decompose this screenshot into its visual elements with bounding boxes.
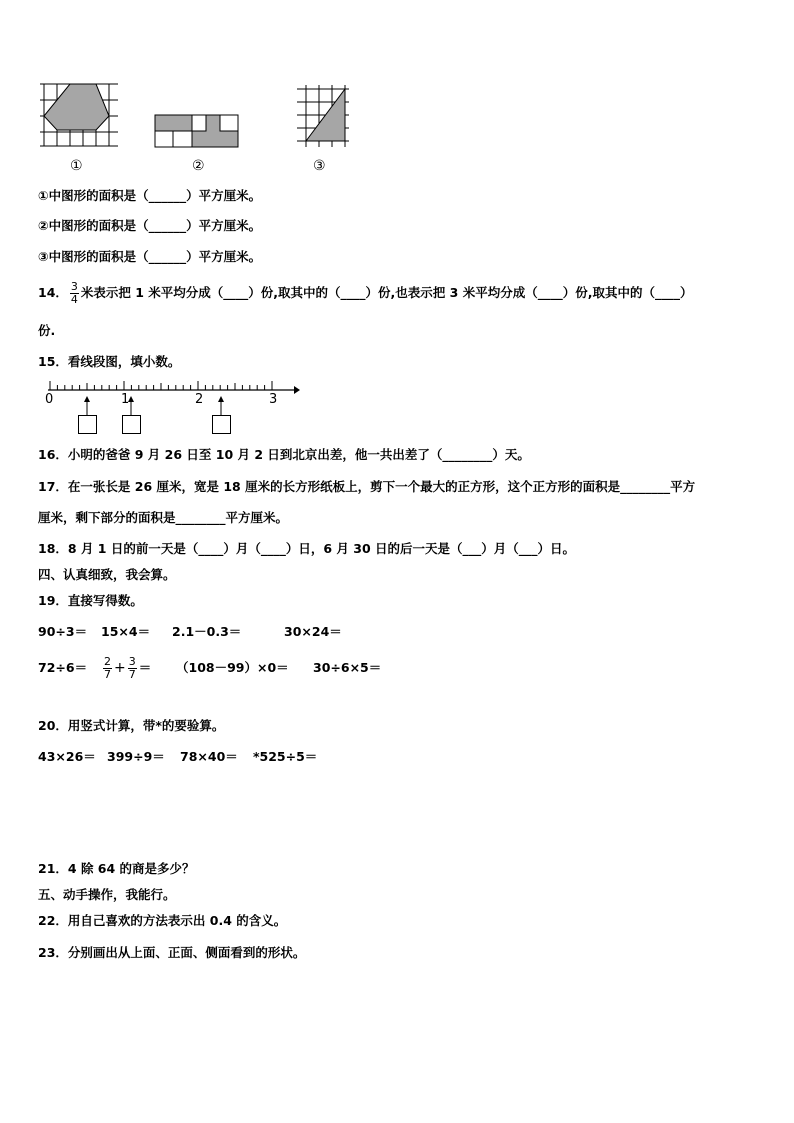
answer-box-1[interactable] — [78, 415, 97, 434]
tick-label-1: 1 — [121, 392, 130, 407]
tick-label-0: 0 — [45, 392, 54, 407]
q17-line-1: 17．在一张长是 26 厘米，宽是 18 厘米的长方形纸板上，剪下一个最大的正方形，这个正方形的面积是________平方 — [38, 479, 696, 494]
q14-tail: 份. — [38, 323, 56, 338]
q19-frac-1-den: 7 — [104, 668, 111, 681]
figure-3-grid — [297, 85, 351, 149]
q22-text: 22．用自己喜欢的方法表示出 0.4 的含义。 — [38, 913, 287, 928]
hexagon-shape — [44, 84, 109, 130]
q19-item: 30÷6×5＝ — [313, 660, 382, 675]
q20-item: 78×40＝ — [180, 749, 238, 764]
equals-sign: ＝ — [138, 660, 152, 675]
q23-text: 23．分别画出从上面、正面、侧面看到的形状。 — [38, 945, 306, 960]
figure-1-grid — [40, 84, 120, 148]
tick-label-3: 3 — [269, 392, 278, 407]
q14-fraction — [70, 281, 79, 306]
answer-box-2[interactable] — [122, 415, 141, 434]
q19-frac-2-den: 7 — [128, 668, 136, 681]
q13-line-2: ②中图形的面积是（______）平方厘米。 — [38, 218, 262, 233]
q20-item: 43×26＝ — [38, 749, 96, 764]
q21-text: 21．4 除 64 的商是多少？ — [38, 861, 195, 876]
answer-box-3[interactable] — [212, 415, 231, 434]
q14-number: 14． — [38, 285, 68, 300]
tick-label-2: 2 — [195, 392, 204, 407]
q14-frac-den: 4 — [70, 293, 78, 306]
figure-3-label: ③ — [313, 158, 326, 174]
q19-item: 90÷3＝ — [38, 624, 88, 639]
section-4-heading: 四、认真细致，我会算。 — [38, 567, 176, 582]
q19-item: 2.1－0.3＝ — [172, 624, 242, 639]
q19-item: （108－99）×0＝ — [176, 660, 289, 675]
q19-item: 15×4＝ — [101, 624, 151, 639]
q19-frac-2-num: 3 — [128, 655, 136, 668]
q14-frac-num: 3 — [70, 280, 78, 293]
q13-line-1: ①中图形的面积是（______）平方厘米。 — [38, 188, 262, 203]
q16-text: 16．小明的爸爸 9 月 26 日至 10 月 2 日到北京出差，他一共出差了（________）天。 — [38, 447, 530, 462]
q15-title: 15．看线段图，填小数。 — [38, 354, 181, 369]
q19-frac-2 — [128, 656, 137, 681]
q19-fraction-sum — [101, 652, 151, 684]
q19-title: 19．直接写得数。 — [38, 593, 143, 608]
q19-item: 30×24＝ — [284, 624, 342, 639]
q19-item: 72÷6＝ — [38, 660, 88, 675]
q18-text: 18．8 月 1 日的前一天是（____）月（____）日，6 月 30 日的后一天是（___）月（___）日。 — [38, 541, 575, 556]
q19-frac-1-num: 2 — [104, 655, 111, 668]
q20-item: 399÷9＝ — [107, 749, 165, 764]
q14-line — [38, 279, 692, 307]
q14-text: 米表示把 1 米平均分成（____）份,取其中的（____）份,也表示把 3 米平均分成（____）份,取其中的（____） — [80, 285, 693, 300]
stepped-shape — [155, 115, 238, 147]
figure-2-grid — [155, 115, 240, 149]
plus-sign: + — [114, 660, 126, 676]
q19-frac-1 — [103, 656, 112, 681]
q20-title: 20．用竖式计算，带*的要验算。 — [38, 718, 225, 733]
q17-line-2: 厘米，剩下部分的面积是________平方厘米。 — [38, 510, 289, 525]
q20-item: *525÷5＝ — [253, 749, 318, 764]
figure-2-label: ② — [192, 158, 205, 174]
q13-line-3: ③中图形的面积是（______）平方厘米。 — [38, 249, 262, 264]
section-5-heading: 五、动手操作，我能行。 — [38, 887, 176, 902]
figure-1-label: ① — [70, 158, 83, 174]
